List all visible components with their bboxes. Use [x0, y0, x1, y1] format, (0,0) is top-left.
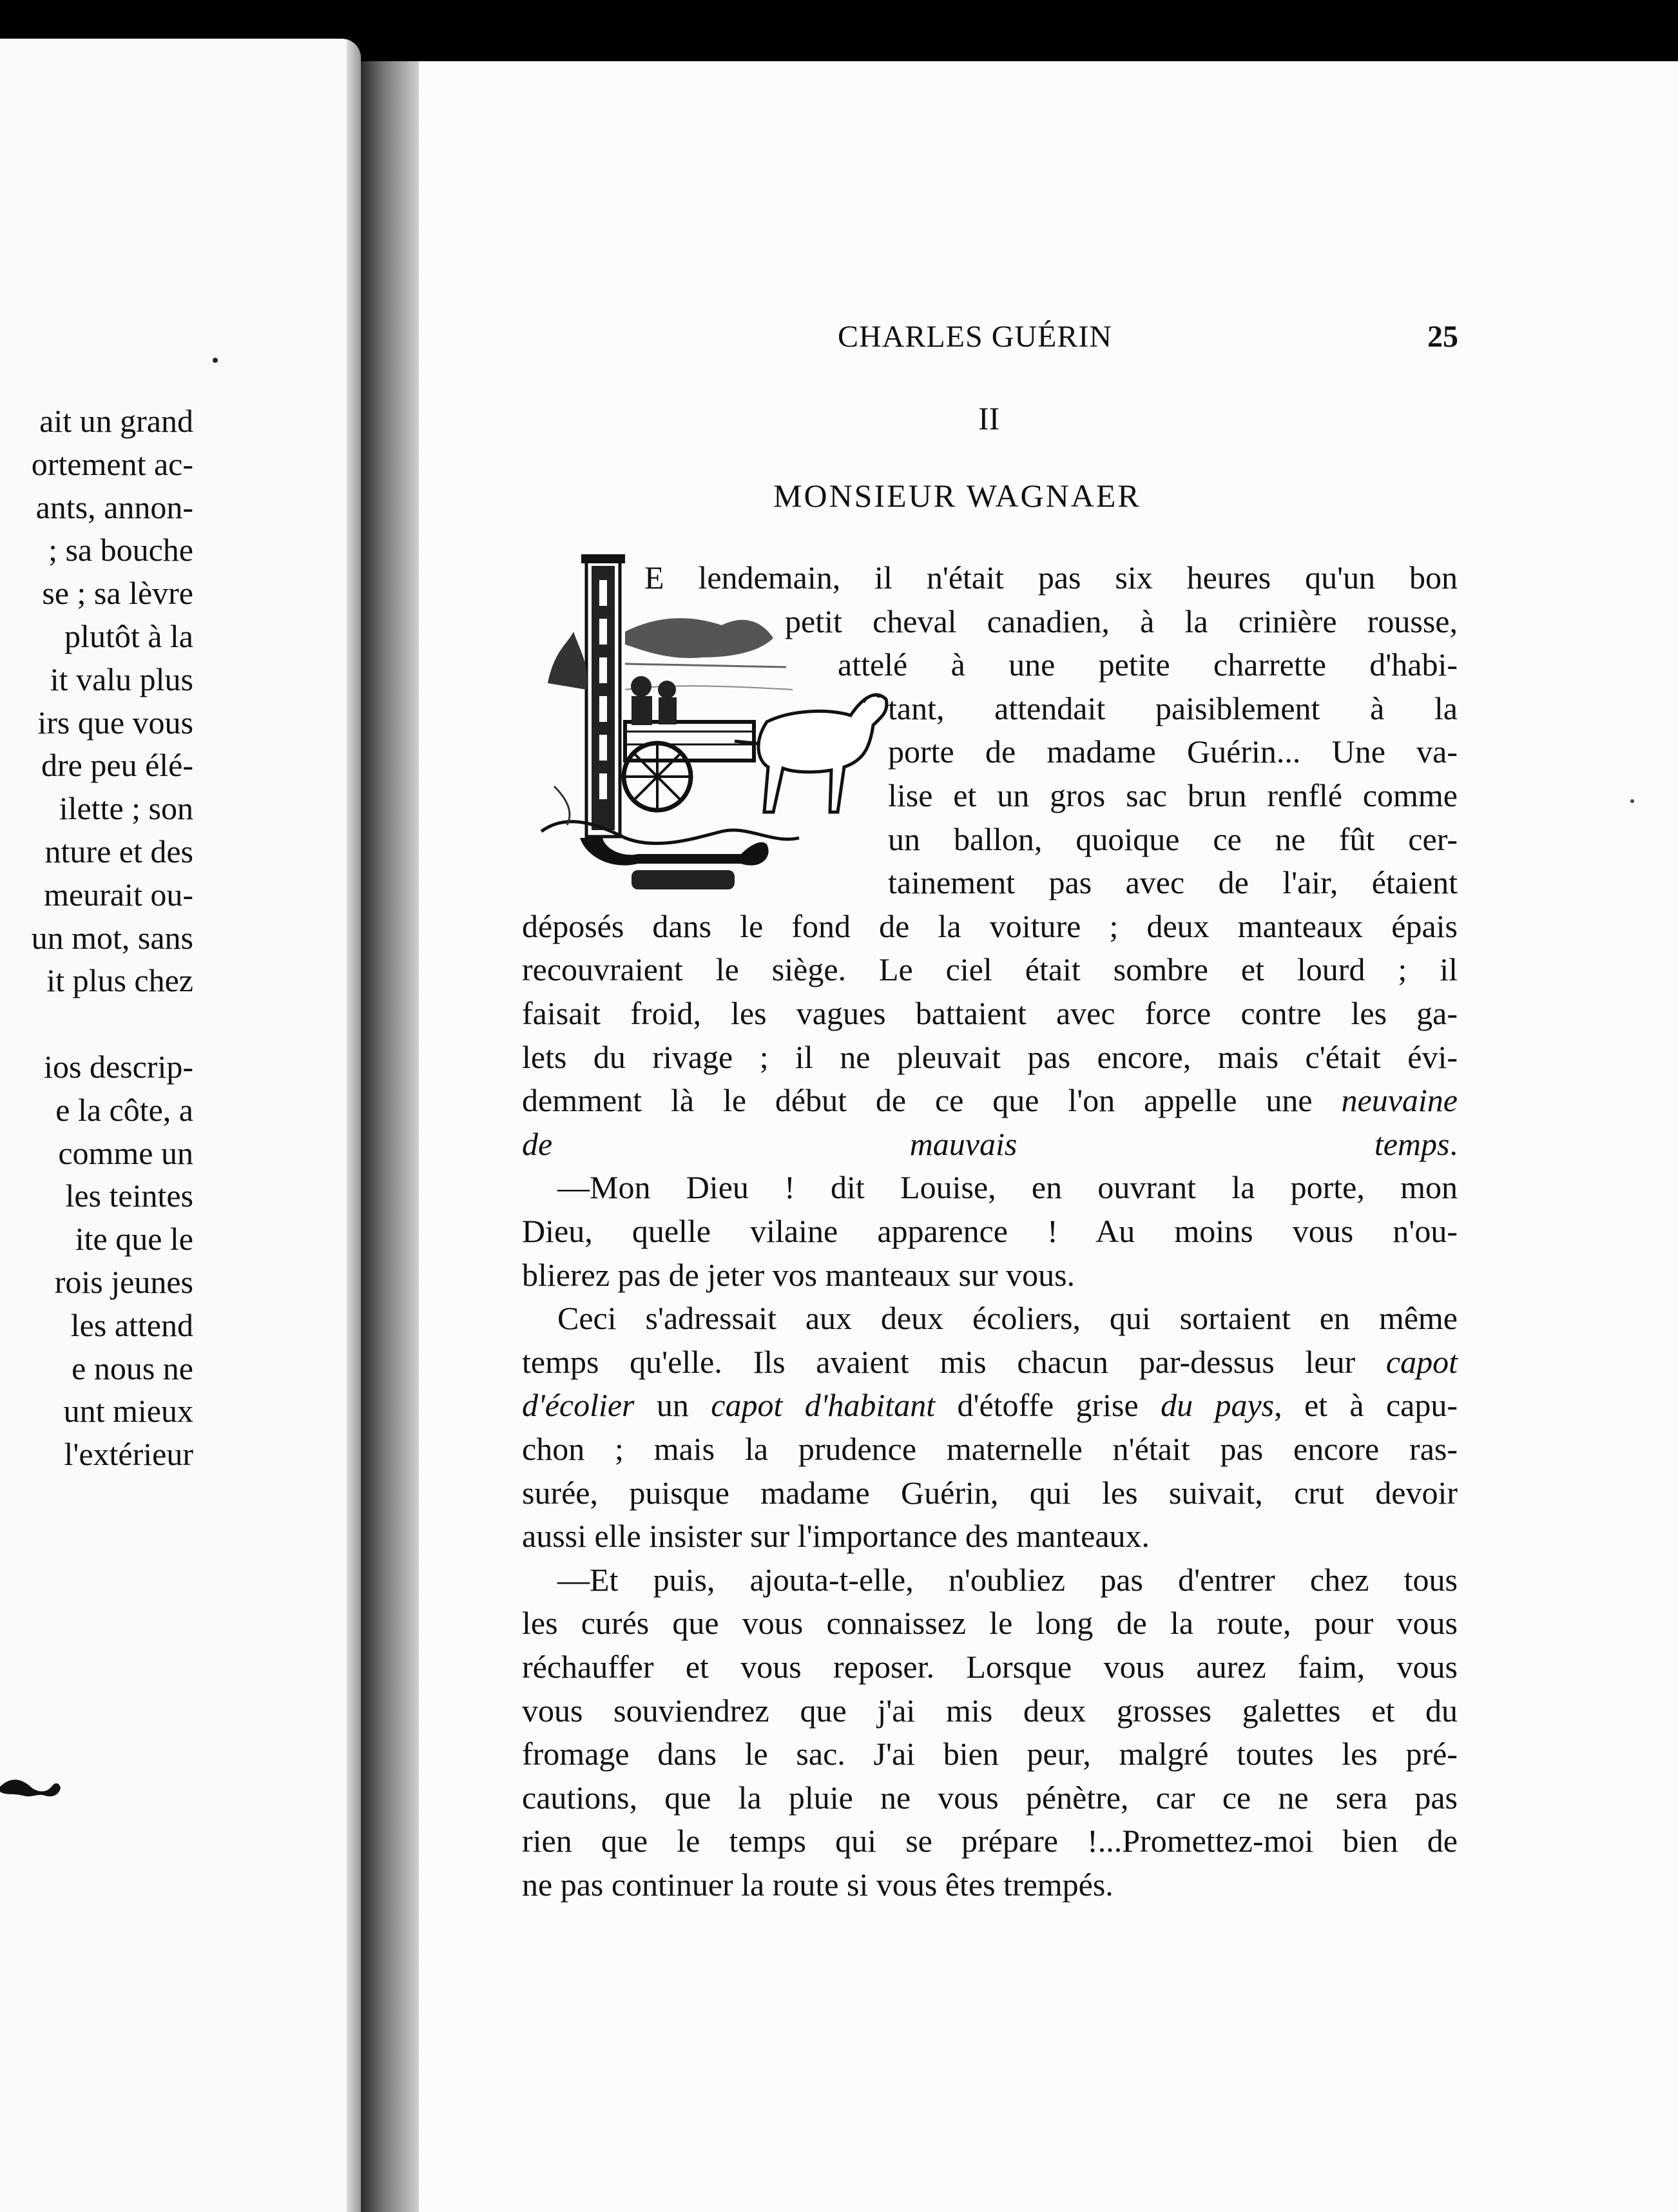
left-page-line: rois jeunes	[54, 1263, 193, 1300]
italic-phrase: neuvaine	[1341, 1082, 1458, 1119]
text-run: —Et puis, ajouta-t-elle, n'oubliez pas d'entrer chez tous	[557, 1561, 1458, 1598]
body-line	[522, 1386, 1458, 1424]
text-run: Ceci s'adressait aux deux écoliers, qui sortaient en même	[557, 1300, 1458, 1337]
body-line	[522, 950, 1458, 989]
text-run: un	[634, 1387, 711, 1424]
text-run: ne pas continuer la route si vous êtes trempés.	[522, 1867, 1114, 1903]
body-line	[557, 1168, 1458, 1207]
left-page-line: ite que le	[75, 1221, 193, 1257]
chapter-number: II	[978, 400, 1000, 436]
left-page-line: meurait ou-	[44, 876, 193, 913]
left-page-line: comme un	[58, 1134, 193, 1171]
body-line	[557, 1299, 1458, 1337]
left-page-line	[0, 1002, 193, 1045]
left-page-line: ilette ; son	[59, 790, 193, 827]
text-run: déposés dans le fond de la voiture ; deux manteaux épais	[522, 907, 1458, 944]
left-page-line: irs que vous	[37, 704, 193, 741]
body-line	[522, 1604, 1458, 1642]
body-line	[522, 907, 1458, 946]
chapter-title: MONSIEUR WAGNAER	[773, 478, 1141, 514]
left-page-line: dre peu élé-	[41, 747, 193, 784]
body-line: un ballon, quoique ce ne fût cer-	[888, 820, 1458, 857]
text-run: blierez pas de jeter vos manteaux sur vous.	[522, 1256, 1075, 1293]
left-facing-page	[0, 39, 361, 2212]
left-page-speck	[213, 358, 218, 363]
italic-phrase: capot d'habitant	[711, 1387, 936, 1424]
left-page-line: les attend	[70, 1306, 193, 1343]
left-page-text	[0, 400, 193, 1476]
body-line	[522, 1038, 1458, 1076]
body-line: E lendemain, il n'était pas six heures qu'un bon	[644, 559, 1458, 596]
text-run: —Mon Dieu ! dit Louise, en ouvrant la porte, mon	[557, 1169, 1458, 1206]
text-run: demment là le début de ce que l'on appelle une	[522, 1082, 1342, 1119]
body-line: tant, attendait paisiblement à la	[888, 690, 1458, 726]
text-run: faisait froid, les vagues battaient avec force contre les ga-	[522, 995, 1458, 1031]
body-line	[522, 1256, 1458, 1294]
body-line	[522, 1691, 1458, 1730]
text-run: fromage dans le sac. J'ai bien peur, malgré toutes les pré-	[522, 1736, 1458, 1772]
body-line: petit cheval canadien, à la crinière rousse,	[785, 603, 1458, 639]
left-page-line: ortement ac-	[31, 445, 193, 482]
italic-phrase: capot	[1385, 1343, 1458, 1380]
left-page-line: ait un grand	[39, 403, 193, 439]
body-line: tainement pas avec de l'air, étaient	[888, 864, 1458, 901]
body-line	[522, 1734, 1458, 1773]
body-line	[522, 1473, 1458, 1512]
text-run: , et à capu-	[1274, 1387, 1458, 1424]
body-line	[522, 1647, 1458, 1686]
left-page-line: it plus chez	[46, 962, 193, 999]
body-line	[522, 1343, 1458, 1381]
text-run: temps qu'elle. Ils avaient mis chacun par-dessus leur	[522, 1343, 1386, 1380]
text-run: aussi elle insister sur l'importance des manteaux.	[522, 1518, 1150, 1555]
left-page-line: plutôt à la	[64, 617, 193, 654]
left-page-line: les teintes	[65, 1178, 193, 1214]
page-number: 25	[1427, 320, 1458, 354]
italic-phrase: de mauvais temps	[522, 1125, 1450, 1162]
body-line: lise et un gros sac brun renflé comme	[888, 777, 1458, 813]
body-line	[522, 994, 1458, 1033]
left-page-line: ants, annon-	[35, 489, 193, 525]
running-head: CHARLES GUÉRIN	[838, 320, 1113, 354]
text-run: recouvraient le siège. Le ciel était sombre et lourd ; il	[522, 951, 1458, 988]
text-run: lets du rivage ; il ne pleuvait pas encore, mais c'était évi-	[522, 1038, 1458, 1075]
left-page-line: e nous ne	[72, 1350, 193, 1386]
body-line: attelé à une petite charrette d'habi-	[838, 646, 1458, 683]
body-line	[522, 1081, 1458, 1120]
left-page-line: ios descrip-	[44, 1048, 193, 1085]
body-line	[522, 1778, 1458, 1817]
body-line	[522, 1212, 1458, 1250]
left-page-edge	[347, 39, 361, 2212]
text-run: réchauffer et vous reposer. Lorsque vous aurez faim, vous	[522, 1649, 1458, 1685]
body-line: porte de madame Guérin... Une va-	[888, 733, 1458, 770]
text-run: surée, puisque madame Guérin, qui les suivait, crut devoir	[522, 1474, 1458, 1511]
text-run: chon ; mais la prudence maternelle n'était pas encore ras-	[522, 1431, 1458, 1467]
page-speck	[1630, 799, 1634, 803]
left-page-line: unt mieux	[63, 1393, 193, 1430]
body-line	[522, 1517, 1458, 1555]
text-run: d'étoffe grise	[935, 1387, 1161, 1424]
text-run: les curés que vous connaissez le long de la route, pour vous	[522, 1605, 1458, 1642]
left-page-ornament-icon	[0, 1772, 61, 1801]
left-page-line: nture et des	[44, 833, 193, 869]
left-page-line: it valu plus	[50, 661, 193, 697]
italic-phrase: du pays	[1161, 1387, 1275, 1424]
left-page-line: un mot, sans	[31, 919, 193, 956]
italic-phrase: d'écolier	[522, 1387, 635, 1424]
text-run: vous souviendrez que j'ai mis deux grosses galettes et du	[522, 1692, 1458, 1729]
left-page-line: ; sa bouche	[48, 532, 193, 568]
text-run: Dieu, quelle vilaine apparence ! Au moins vous n'ou-	[522, 1213, 1458, 1249]
left-page-line: se ; sa lèvre	[42, 575, 193, 612]
body-line	[522, 1430, 1458, 1468]
left-page-line: l'extérieur	[64, 1436, 193, 1473]
body-line	[522, 1125, 1458, 1163]
text-run: .	[1449, 1125, 1458, 1162]
left-page-line: e la côte, a	[55, 1091, 193, 1128]
body-line	[557, 1560, 1458, 1599]
book-gutter	[361, 61, 419, 2212]
body-line	[522, 1821, 1458, 1860]
text-run: cautions, que la pluie ne vous pénètre, car ce ne sera pas	[522, 1779, 1458, 1816]
text-run: rien que le temps qui se prépare !...Promettez-moi bien de	[522, 1823, 1458, 1859]
body-line	[522, 1865, 1458, 1904]
